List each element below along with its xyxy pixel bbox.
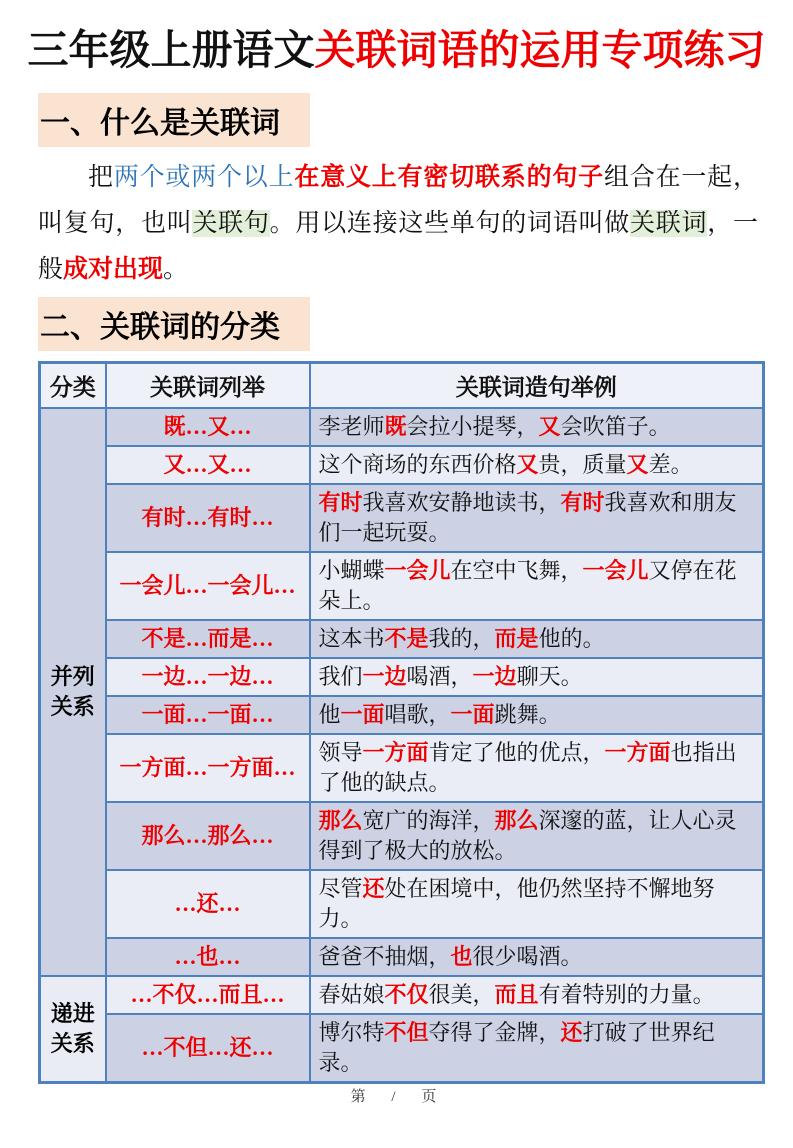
example-keyword: 又 bbox=[626, 452, 649, 478]
example-keyword: 一方面 bbox=[604, 740, 671, 766]
intro-blue-text: 两个或两个以上 bbox=[113, 164, 295, 192]
table-row bbox=[40, 1014, 764, 1083]
pattern-cell: 既…又… bbox=[106, 408, 310, 446]
example-text: 夺得了金牌， bbox=[428, 1020, 561, 1046]
example-text: 又停在花朵上。 bbox=[318, 558, 737, 614]
table-row bbox=[40, 734, 764, 802]
example-keyword: 那么 bbox=[318, 808, 363, 834]
intro-text: 把 bbox=[88, 164, 114, 192]
example-cell bbox=[310, 484, 764, 552]
example-text: 唱歌， bbox=[384, 702, 451, 728]
example-keyword: 也 bbox=[450, 944, 473, 970]
intro-paragraph bbox=[38, 155, 758, 293]
example-text: 喝酒， bbox=[406, 664, 473, 690]
example-text: 领导 bbox=[318, 740, 363, 766]
example-text: 聊天。 bbox=[516, 664, 583, 690]
category-cell: 递进关系 bbox=[40, 976, 106, 1083]
example-keyword: 不是 bbox=[384, 626, 429, 652]
table-row bbox=[40, 696, 764, 734]
example-keyword: 不但 bbox=[384, 1020, 429, 1046]
example-text: 有着特别的力量。 bbox=[538, 982, 715, 1008]
example-keyword: 有时 bbox=[560, 490, 605, 516]
example-keyword: 一边 bbox=[362, 664, 407, 690]
example-cell bbox=[310, 620, 764, 658]
example-text: 也指出了他的缺点。 bbox=[318, 740, 737, 796]
example-keyword: 又 bbox=[538, 414, 561, 440]
example-text: 会拉小提琴， bbox=[406, 414, 539, 440]
example-keyword: 还 bbox=[362, 876, 385, 902]
table-row bbox=[40, 484, 764, 552]
header-example: 关联词造句举例 bbox=[310, 363, 764, 409]
example-keyword: 又 bbox=[516, 452, 539, 478]
example-cell bbox=[310, 1014, 764, 1083]
example-keyword: 还 bbox=[560, 1020, 583, 1046]
pattern-cell: …不仅…而且… bbox=[106, 976, 310, 1014]
table-row bbox=[40, 938, 764, 976]
table-row bbox=[40, 870, 764, 938]
example-text: 宽广的海洋， bbox=[362, 808, 495, 834]
example-text: 小蝴蝶 bbox=[318, 558, 385, 584]
example-text: 尽管 bbox=[318, 876, 363, 902]
intro-highlighted-term: 关联句 bbox=[192, 210, 270, 238]
example-cell bbox=[310, 408, 764, 446]
example-text: 春姑娘 bbox=[318, 982, 385, 1008]
intro-red-text: 成对出现 bbox=[63, 256, 164, 284]
example-text: 爸爸不抽烟， bbox=[318, 944, 451, 970]
example-text: 我们 bbox=[318, 664, 363, 690]
title-black-part: 三年级上册语文 bbox=[27, 27, 315, 73]
pattern-cell: 一方面…一方面… bbox=[106, 734, 310, 802]
example-keyword: 而且 bbox=[494, 982, 539, 1008]
page-footer: 第 / 页 bbox=[350, 1089, 443, 1105]
example-text: 我喜欢安静地读书， bbox=[362, 490, 561, 516]
example-keyword: 而是 bbox=[494, 626, 539, 652]
example-text: 打破了世界纪录。 bbox=[318, 1020, 715, 1076]
example-text: 很美， bbox=[428, 982, 495, 1008]
example-keyword: 不仅 bbox=[384, 982, 429, 1008]
intro-text: 。用以连接这些单句的词语叫做 bbox=[269, 210, 630, 238]
example-keyword: 一面 bbox=[450, 702, 495, 728]
pattern-cell: 不是…而是… bbox=[106, 620, 310, 658]
example-keyword: 一会儿 bbox=[582, 558, 649, 584]
table-row bbox=[40, 552, 764, 620]
example-cell bbox=[310, 938, 764, 976]
example-cell bbox=[310, 446, 764, 484]
pattern-cell: 有时…有时… bbox=[106, 484, 310, 552]
intro-text: 。 bbox=[163, 256, 189, 284]
example-text: 跳舞。 bbox=[494, 702, 561, 728]
intro-text: 组合在一起，叫复句，也叫 bbox=[38, 164, 758, 238]
page-title bbox=[0, 26, 793, 75]
example-text: 在空中飞舞， bbox=[450, 558, 583, 584]
example-text: 贵，质量 bbox=[538, 452, 627, 478]
example-text: 肯定了他的优点， bbox=[428, 740, 605, 766]
example-cell bbox=[310, 802, 764, 870]
example-keyword: 一方面 bbox=[362, 740, 429, 766]
intro-text: ，一般 bbox=[38, 210, 758, 284]
title-red-part: 关联词语的运用专项练习 bbox=[314, 27, 766, 73]
example-keyword: 有时 bbox=[318, 490, 363, 516]
example-text: 他 bbox=[318, 702, 341, 728]
example-cell bbox=[310, 870, 764, 938]
pattern-cell: 一面…一面… bbox=[106, 696, 310, 734]
example-text: 他的。 bbox=[538, 626, 605, 652]
section-1-heading: 一、什么是关联词 bbox=[38, 93, 310, 147]
example-text: 很少喝酒。 bbox=[472, 944, 583, 970]
example-cell bbox=[310, 552, 764, 620]
pattern-cell: 一会儿…一会儿… bbox=[106, 552, 310, 620]
table-row bbox=[40, 976, 764, 1014]
table-row bbox=[40, 658, 764, 696]
example-cell bbox=[310, 734, 764, 802]
example-text: 博尔特 bbox=[318, 1020, 385, 1046]
example-text: 处在困境中，他仍然坚持不懈地努力。 bbox=[318, 876, 715, 932]
intro-highlighted-term: 关联词 bbox=[630, 210, 708, 238]
example-cell bbox=[310, 658, 764, 696]
pattern-cell: 又…又… bbox=[106, 446, 310, 484]
table-header-row bbox=[40, 363, 764, 409]
category-cell: 并列关系 bbox=[40, 408, 106, 976]
section-2 bbox=[38, 297, 793, 351]
header-pattern: 关联词列举 bbox=[106, 363, 310, 409]
example-keyword: 一边 bbox=[472, 664, 517, 690]
example-keyword: 一会儿 bbox=[384, 558, 451, 584]
pattern-cell: 那么…那么… bbox=[106, 802, 310, 870]
header-category: 分类 bbox=[40, 363, 106, 409]
example-cell bbox=[310, 696, 764, 734]
table-row bbox=[40, 620, 764, 658]
pattern-cell: …也… bbox=[106, 938, 310, 976]
example-text: 我的， bbox=[428, 626, 495, 652]
example-keyword: 既 bbox=[384, 414, 407, 440]
example-text: 差。 bbox=[648, 452, 693, 478]
pattern-cell: 一边…一边… bbox=[106, 658, 310, 696]
example-text: 这本书 bbox=[318, 626, 385, 652]
example-text: 这个商场的东西价格 bbox=[318, 452, 517, 478]
table-row bbox=[40, 446, 764, 484]
example-keyword: 那么 bbox=[494, 808, 539, 834]
table-row bbox=[40, 802, 764, 870]
classification-table bbox=[38, 361, 765, 1084]
example-cell bbox=[310, 976, 764, 1014]
section-2-heading: 二、关联词的分类 bbox=[38, 297, 310, 351]
intro-red-text: 在意义上有密切联系的句子 bbox=[294, 164, 604, 192]
example-keyword: 一面 bbox=[340, 702, 385, 728]
example-text: 深邃的蓝，让人心灵得到了极大的放松。 bbox=[318, 808, 737, 864]
pattern-cell: …还… bbox=[106, 870, 310, 938]
example-text: 我喜欢和朋友们一起玩耍。 bbox=[318, 490, 737, 546]
example-text: 李老师 bbox=[318, 414, 385, 440]
table-row bbox=[40, 408, 764, 446]
pattern-cell: …不但…还… bbox=[106, 1014, 310, 1083]
section-1 bbox=[38, 93, 793, 147]
example-text: 会吹笛子。 bbox=[560, 414, 671, 440]
